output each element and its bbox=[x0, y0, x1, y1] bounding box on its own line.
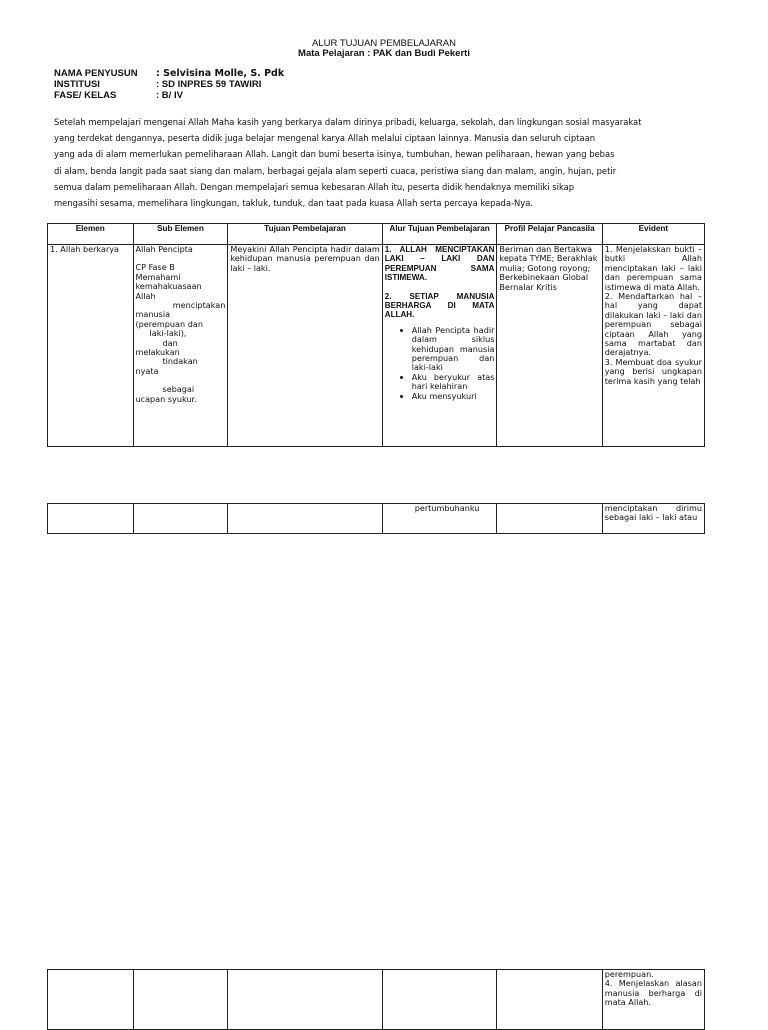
sub-elemen-line: Memahami bbox=[135, 271, 181, 282]
sub-elemen-line: nyata bbox=[135, 365, 159, 376]
alur-point-1: 1. ALLAH MENCIPTAKAN LAKI – LAKI DAN PEREMPUAN SAMA ISTIMEWA. bbox=[384, 245, 495, 283]
alur-bullet-list bbox=[385, 326, 495, 401]
identity-row-fase bbox=[54, 90, 284, 101]
cell-elemen: 1. Allah berkarya bbox=[48, 245, 134, 447]
header-sub-elemen: Sub Elemen bbox=[133, 224, 228, 245]
table-header-row bbox=[48, 224, 705, 245]
sub-elemen-line: manusia bbox=[135, 309, 171, 320]
sub-elemen-line: tindakan bbox=[162, 356, 198, 367]
sub-elemen-line: Allah bbox=[135, 290, 156, 301]
table-row bbox=[48, 245, 705, 447]
list-item: • Aku beryukur atas hari kelahiran bbox=[412, 373, 495, 392]
institusi-label: INSTITUSI bbox=[54, 79, 100, 90]
cell-alur bbox=[382, 970, 497, 1030]
header-profil: Profil Pelajar Pancasila bbox=[497, 224, 602, 245]
header-alur: Alur Tujuan Pembelajaran bbox=[382, 224, 497, 245]
fase-label: FASE/ KELAS bbox=[54, 90, 117, 101]
sub-elemen-line: Allah Pencipta bbox=[135, 244, 193, 254]
institusi-value: : SD INPRES 59 TAWIRI bbox=[156, 79, 262, 90]
sub-elemen-line: CP Fase B bbox=[135, 262, 175, 273]
document-subtitle: Mata Pelajaran : PAK dan Budi Pekerti bbox=[298, 48, 470, 59]
cell-sub-elemen bbox=[133, 504, 228, 534]
sub-elemen-line: dan bbox=[162, 337, 178, 348]
identity-block bbox=[54, 68, 284, 101]
sub-elemen-line: sebagai bbox=[162, 384, 195, 395]
sub-elemen-line: (perempuan dan bbox=[135, 318, 203, 329]
cell-elemen bbox=[48, 504, 134, 534]
fase-value: : B/ IV bbox=[156, 90, 183, 101]
continuation-table bbox=[47, 503, 705, 534]
cell-alur bbox=[382, 245, 497, 447]
alur-continuation: pertumbuhanku bbox=[414, 503, 480, 513]
header-evident: Evident bbox=[602, 224, 704, 245]
cell-tujuan bbox=[228, 504, 382, 534]
table-row bbox=[48, 970, 705, 1030]
intro-paragraph: Setelah mempelajari mengenai Allah Maha kasih yang berkarya dalam dirinya pribadi, keluarga, sekolah, dan lingkungan sosial masyarakat yang terdekat dengannya, peserta didik juga belajar mengenal karya Allah melalui ciptaan lainnya. Manusia dan seluruh ciptaan yang ada di alam memerlukan pemeliharaan Allah. Langit dan bumi beserta isinya, tumbuhan, hewan peliharaan, hewan yang bebas di alam, benda langit pada saat siang dan malam, berbagai gejala alam seperti cuaca, peristiwa siang dan malam, angin, hujan, petir semua dalam pemeliharaan Allah. Dengan mempelajari semua kebesaran Allah itu, peserta didik hendaknya memiliki sikap mengasihi sesama, memelihara lingkungan, takluk, tunduk, dan taat pada kuasa Allah serta percaya kepada-Nya. bbox=[54, 117, 642, 209]
sub-elemen-line: kemahakuasaan bbox=[135, 281, 202, 292]
table-row bbox=[48, 504, 705, 534]
cell-tujuan: Meyakini Allah Pencipta hadir dalam kehidupan manusia perempuan dan laki – laki. bbox=[228, 245, 382, 447]
cell-elemen bbox=[48, 970, 134, 1030]
cell-sub-elemen bbox=[133, 970, 228, 1030]
cell-tujuan bbox=[228, 970, 382, 1030]
list-item: • Aku mensyukuri bbox=[412, 392, 495, 401]
cell-profil bbox=[497, 504, 602, 534]
cell-evident: perempuan. 4. Menjelaskan alasan manusia berharga di mata Allah. bbox=[602, 970, 704, 1030]
cell-profil: Beriman dan Bertakwa kepata TYME; Berakhlak mulia; Gotong royong; Berkebinekaan Global Bernalar Kritis bbox=[497, 245, 602, 447]
document-title: ALUR TUJUAN PEMBELAJARAN bbox=[312, 38, 456, 49]
alur-point-2: 2. SETIAP MANUSIA BERHARGA DI MATA ALLAH. bbox=[384, 291, 495, 320]
sub-elemen-line: laki-laki), bbox=[149, 328, 187, 339]
sub-elemen-line: ucapan syukur. bbox=[135, 393, 197, 404]
nama-label: NAMA PENYUSUN bbox=[54, 68, 138, 79]
header-tujuan: Tujuan Pembelajaran bbox=[228, 224, 382, 245]
sub-elemen-line: menciptakan bbox=[172, 300, 226, 311]
identity-row-nama bbox=[54, 68, 284, 79]
cell-profil bbox=[497, 970, 602, 1030]
cell-sub-elemen bbox=[133, 245, 228, 447]
learning-objectives-table bbox=[47, 223, 705, 447]
identity-row-institusi bbox=[54, 79, 284, 90]
nama-value: : Selvisina Molle, S. Pdk bbox=[156, 68, 285, 79]
cell-evident: 1. Menjelakskan bukti – butki Allah menciptakan laki – laki dan perempuan sama istimewa di mata Allah. 2. Mendaftarkan hal – hal yang dapat dilakukan laki – laki dan perempuan sebagai ciptaan Allah yang sama martabat dan derajatnya. 3. Membuat doa syukur yang berisi ungkapan terima kasih yang telah bbox=[602, 245, 704, 447]
sub-elemen-line: melakukan bbox=[135, 347, 180, 358]
list-item: • Allah Pencipta hadir dalam siklus kehidupan manusia perempuan dan laki-laki bbox=[412, 326, 495, 373]
cell-evident: menciptakan dirimu sebagai laki – laki atau bbox=[602, 504, 704, 534]
continuation-table bbox=[47, 969, 705, 1030]
header-elemen: Elemen bbox=[48, 224, 134, 245]
cell-alur bbox=[382, 504, 497, 534]
